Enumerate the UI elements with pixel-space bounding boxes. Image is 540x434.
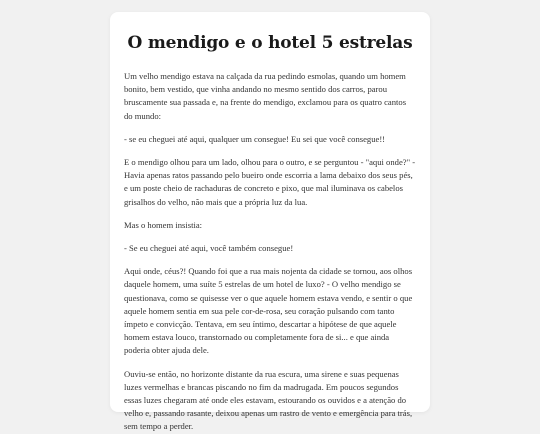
article-paragraph: Ouviu-se então, no horizonte distante da rua escura, uma sirene e suas pequenas luzes vermelhas e brancas piscando no fim da madrugada. Em poucos segundos essas luzes chegaram até onde eles estavam, estourando os ouvidos e a atenção do velho e, passando rasante, deixou apenas um rastro de vento e emergência para trás, sem tempo a perder.: [124, 368, 413, 432]
article-paragraph: - se eu cheguei até aqui, qualquer um consegue! Eu sei que você consegue!!: [124, 133, 386, 144]
article-paragraph: Mas o homem insistia:: [124, 219, 203, 230]
article-paragraph: E o mendigo olhou para um lado, olhou para o outro, e se perguntou - "aqui onde?" - Havia apenas ratos passando pelo bueiro onde escorria a lama debaixo dos seus pés, e um poste cheio de rachaduras de concreto e pixo, que mal iluminava os cabelos grisalhos do velho, não mais que a própria luz da lua.: [124, 157, 416, 207]
article-paragraph: - Se eu cheguei até aqui, você também consegue!: [124, 243, 294, 254]
article-paragraph: Um velho mendigo estava na calçada da rua pedindo esmolas, quando um homem bonito, bem vestido, que vinha andando no mesmo sentido dos carros, parou bruscamente sua passada e, na frente do mendigo, exclamou para os quatro cantos do mundo:: [124, 71, 407, 121]
article-paragraph: Aqui onde, céus?! Quando foi que a rua mais nojenta da cidade se tornou, aos olhos daquele homem, uma suíte 5 estrelas de um hotel de luxo? - O velho mendigo se questionava, como se quisesse ver o que aquele homem estava vendo, e sentir o que aquele homem sentia em sua pele cor-de-rosa, seu coração pulsando com tanto ímpeto e convicção. Tentava, em seu íntimo, descartar a hipótese de que aquele homem estava louco, transtornado ou completamente fora de si... e que ainda poderia obter ajuda dele.: [124, 266, 413, 356]
article-card: [110, 12, 430, 432]
article-title: O mendigo e o hotel 5 estrelas: [127, 33, 413, 53]
